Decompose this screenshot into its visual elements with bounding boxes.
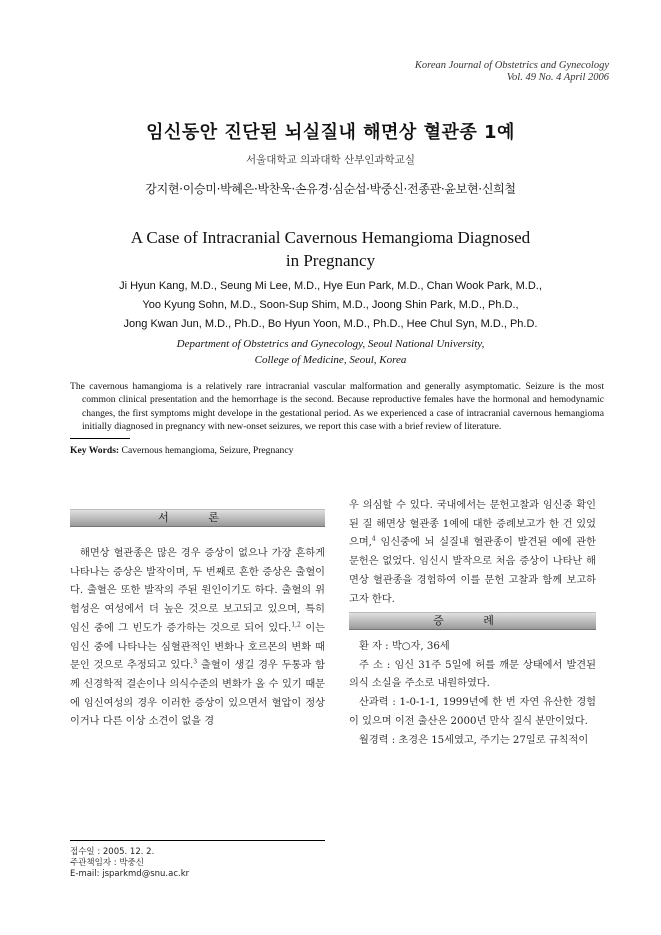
intro-right-column <box>349 497 596 609</box>
abstract <box>70 380 604 433</box>
case-patient: 환 자 : 박○자, 36세 <box>359 641 450 652</box>
case-menstrual: 월경력 : 초경은 15세였고, 주기는 27일로 규칙적이 <box>359 734 589 746</box>
english-authors-line3: Jong Kwan Jun, M.D., Ph.D., Bo Hyun Yoon, M.D., Ph.D., Hee Chul Syn, M.D., Ph.D. <box>123 318 538 330</box>
footnote-corresponding: 주관책임자 : 박중신 <box>70 858 144 868</box>
journal-volume: Vol. 49 No. 4 April 2006 <box>506 72 609 83</box>
intro-ref-a: 1,2 <box>291 621 301 629</box>
keywords-value: Cavernous hemangioma, Seizure, Pregnancy <box>121 445 294 456</box>
english-authors-line2: Yoo Kyung Sohn, M.D., Soon-Sup Shim, M.D., Joong Shin Park, M.D., Ph.D., <box>142 299 519 311</box>
intro-ref-c: 4 <box>371 536 376 544</box>
intro-ref-b: 3 <box>193 658 198 666</box>
keywords-rule <box>70 438 130 439</box>
english-dept-line2: College of Medicine, Seoul, Korea <box>254 354 407 366</box>
english-dept-line1: Department of Obstetrics and Gynecology, Seoul National University, <box>176 338 485 350</box>
intro-heading: 서 론 <box>70 509 325 527</box>
intro-text-a: 해면상 혈관종은 많은 경우 증상이 없으나 가장 흔하게 나타나는 증상은 발작이며, 두 번째로 흔한 증상은 출혈이다. 출혈은 또한 발작의 주된 원인이기도 하다. 출혈의 위험성은 여성에서 더 높은 것으로 보고되고 있으며, 특히 임신 중에 그 빈도가 증가하는 것으로 되어 있다. <box>70 548 325 634</box>
case-ob-history: 산과력 : 1-0-1-1, 1999년에 한 번 자연 유산한 경험이 있으며 이전 출산은 2000년 만삭 질식 분만이었다. <box>349 697 596 727</box>
korean-affiliation: 서울대학교 의과대학 산부인과학교실 <box>246 154 415 166</box>
intro-left-column <box>70 545 325 732</box>
keywords-label: Key Words: <box>70 445 120 456</box>
intro-right-a: 우 의심할 수 있다. 국내에서는 문헌고찰과 임신중 확인된 질 해면상 혈관종 1예에 대한 증례보고가 한 건 있었으며, <box>349 500 596 549</box>
english-title-line2: in Pregnancy <box>285 251 376 270</box>
abstract-text: The cavernous hamangioma is a relatively rare intracranial vascular malformation and generally asymptomatic. Seizure is the most common clinical presentation and the hemorrhage is the second. Because reproductive females have the hormonal and hemodynamic changes, the first symptoms might develope in the gestational period. As we experienced a case of intracranial cavernous hemangioma initially diagnosed in pregnancy with new-onset seizures, we report this case with a brief review of literature. <box>70 381 604 432</box>
english-authors <box>70 277 591 334</box>
journal-name: Korean Journal of Obstetrics and Gynecology <box>414 60 609 71</box>
korean-title: 임신동안 진단된 뇌실질내 해면상 혈관종 1예 <box>146 122 515 143</box>
english-department <box>0 336 661 368</box>
english-title <box>100 226 561 272</box>
english-authors-line1: Ji Hyun Kang, M.D., Seung Mi Lee, M.D., Hye Eun Park, M.D., Chan Wook Park, M.D., <box>119 280 542 292</box>
footnote-received: 접수일 : 2005. 12. 2. <box>70 847 155 857</box>
intro-right-b: 임신중에 뇌 실질내 혈관종이 발견된 예에 관한 문헌은 없었다. 임신시 발작으로 처음 증상이 나타난 해면상 혈관종을 경험하여 이를 문헌 고찰과 함께 보고하고자 한다. <box>349 537 596 605</box>
journal-header <box>415 60 609 84</box>
footnote-email: E-mail: jsparkmd@snu.ac.kr <box>70 869 190 879</box>
keywords <box>70 445 293 456</box>
case-column <box>349 638 596 750</box>
intro-paragraph <box>70 545 325 732</box>
korean-authors: 강지현·이승미·박혜은·박찬욱·손유경·심순섭·박중신·전종관·윤보현·신희철 <box>145 182 516 196</box>
english-title-line1: A Case of Intracranial Cavernous Hemangioma Diagnosed <box>130 228 531 247</box>
case-heading: 증 례 <box>349 612 596 630</box>
case-complaint: 주 소 : 임신 31주 5일에 허를 깨문 상태에서 발견된 의식 소실을 주소로 내원하였다. <box>349 659 596 690</box>
intro-text-c: 출혈이 생길 경우 두통과 함께 신경학적 결손이나 의식수준의 변화가 올 수 있기 때문에 임신여성의 경우 이러한 증상이 있으면서 혈압이 정상이거나 다른 이상 소견이 없을 경 <box>70 660 325 728</box>
intro-text-b: 이는 임신 중에 나타나는 심혈관적인 변화나 호르몬의 변화 때문인 것으로 추정되고 있다. <box>70 622 326 672</box>
intro-continuation <box>349 497 596 609</box>
footnote-box <box>70 840 325 880</box>
